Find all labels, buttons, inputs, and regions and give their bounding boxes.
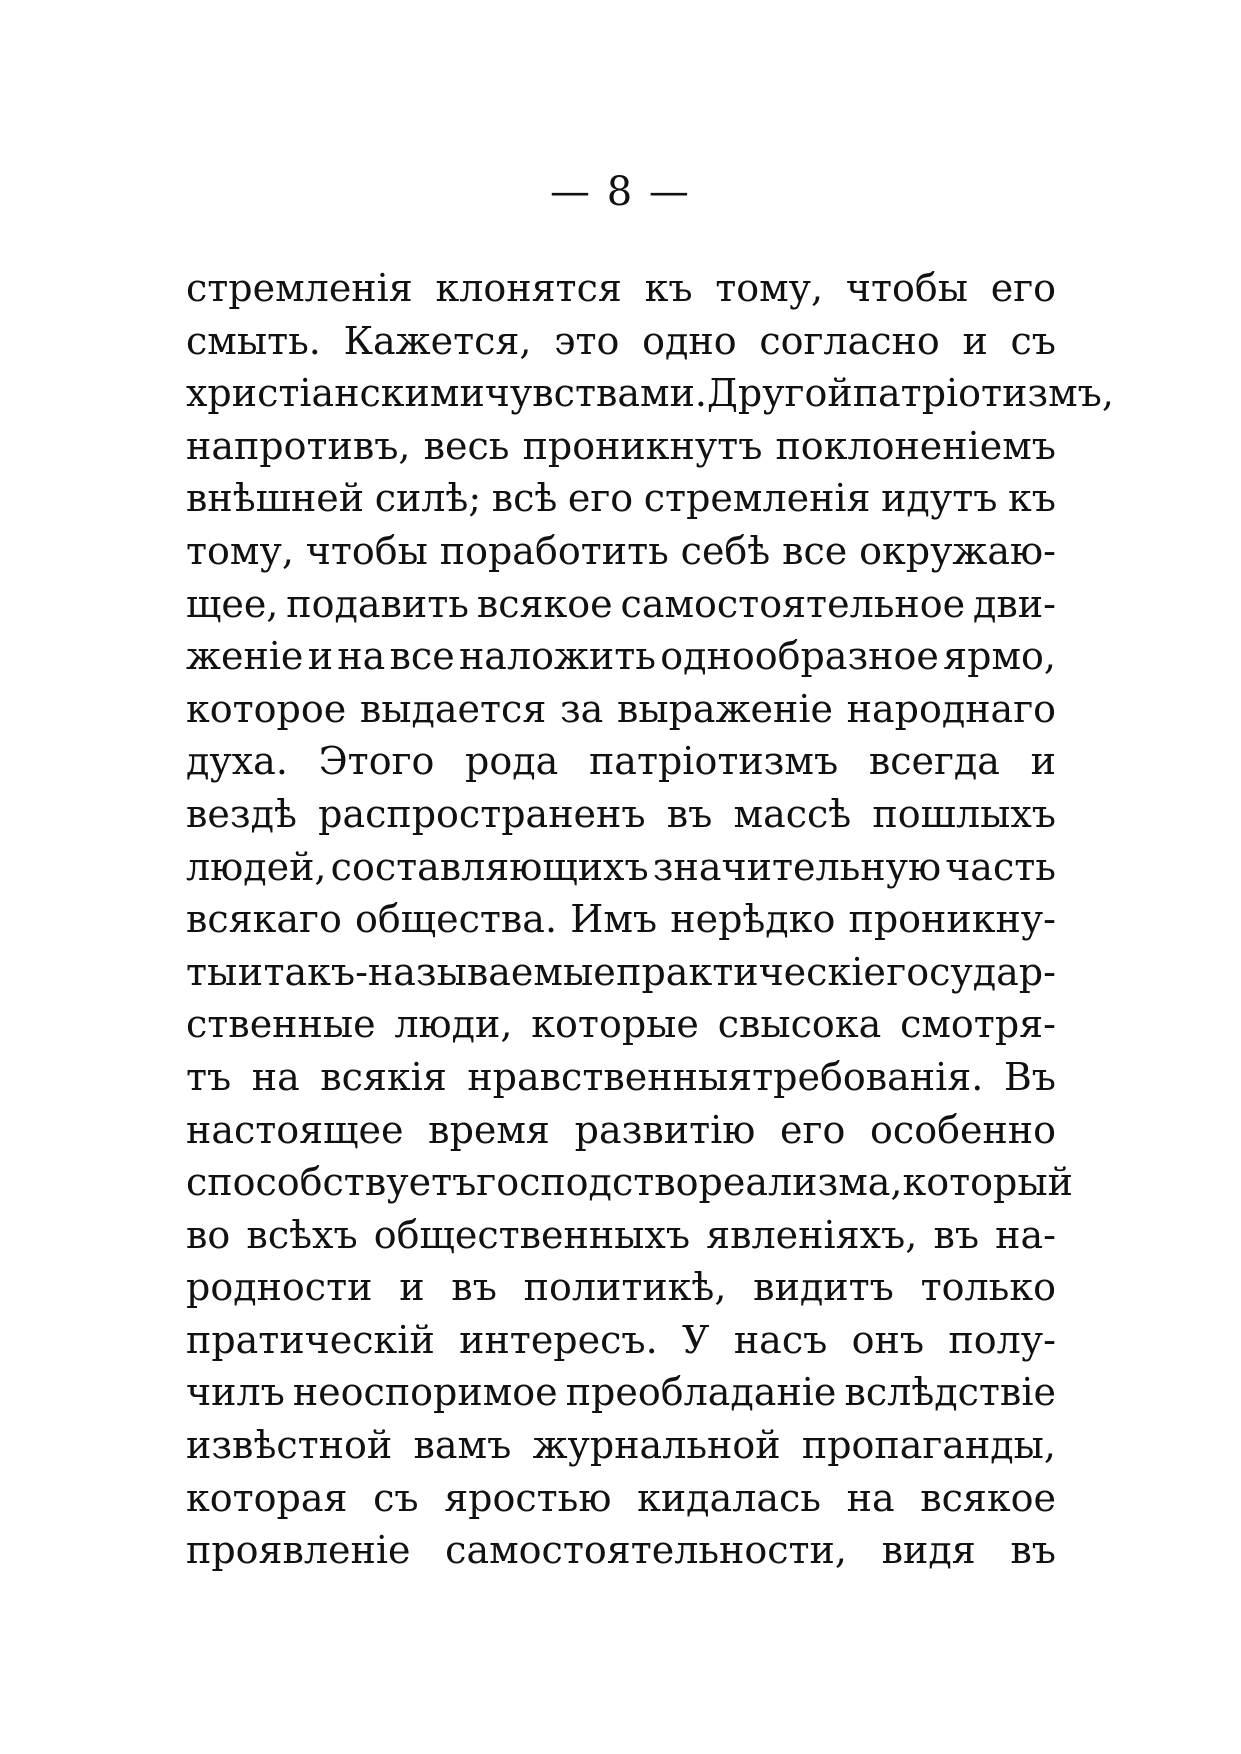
- text-line: [186, 1261, 1056, 1314]
- word: на-: [995, 1212, 1056, 1257]
- word: такъ-называемые: [263, 949, 616, 994]
- word: люди,: [394, 1002, 513, 1047]
- word: тому,: [186, 528, 294, 573]
- word: щее,: [186, 581, 279, 626]
- word: однообразное: [660, 634, 939, 679]
- word: видя: [881, 1528, 976, 1573]
- word: рода: [465, 739, 559, 784]
- word: интересъ.: [459, 1317, 658, 1362]
- word: чилъ: [186, 1370, 285, 1415]
- word: одно: [642, 318, 737, 363]
- word: насъ: [733, 1317, 828, 1362]
- word: родности: [186, 1265, 373, 1310]
- word: въ: [1010, 1528, 1056, 1573]
- word: за: [559, 686, 604, 731]
- word: людей,: [186, 844, 327, 889]
- word: вамъ: [413, 1423, 512, 1468]
- word: которые: [531, 1002, 699, 1047]
- word: къ: [1007, 476, 1056, 521]
- word: всякое: [476, 581, 613, 626]
- word: время: [428, 1107, 550, 1152]
- word: чтобы: [305, 528, 428, 573]
- word: христіанскими: [186, 371, 485, 416]
- word: наложить: [458, 634, 656, 679]
- text-line: [186, 367, 1114, 420]
- text-line: [186, 472, 1056, 525]
- text-line: [186, 315, 1056, 368]
- word: практическіе: [616, 949, 886, 994]
- word: подавить: [286, 581, 469, 626]
- word: его: [990, 266, 1056, 310]
- word: явленіяхъ,: [706, 1212, 918, 1257]
- word: политикѣ,: [523, 1265, 727, 1310]
- text-line: [186, 735, 1056, 788]
- word: и: [237, 949, 264, 994]
- word: У: [682, 1317, 710, 1362]
- word: на: [846, 1475, 895, 1520]
- word: пропаганды,: [801, 1423, 1056, 1468]
- word: съ: [373, 1475, 419, 1520]
- word: тъ: [186, 1054, 232, 1099]
- word: чтобы: [845, 266, 968, 310]
- text-line: [186, 788, 1056, 841]
- word: всѣ: [491, 476, 558, 521]
- word: ты: [186, 949, 238, 994]
- word: съ: [1010, 318, 1056, 363]
- word: и: [399, 1265, 425, 1310]
- word: извѣстной: [186, 1423, 393, 1468]
- text-line: [186, 420, 1056, 473]
- text-line: [186, 578, 1056, 631]
- word: согласно: [759, 318, 940, 363]
- word: ярмо,: [943, 634, 1056, 679]
- page-number: — 8 —: [550, 169, 691, 215]
- word: которая: [186, 1475, 348, 1520]
- word: государ-: [886, 949, 1056, 994]
- word: самостоятельности,: [445, 1528, 847, 1573]
- word: къ: [644, 266, 693, 310]
- word: это: [554, 318, 620, 363]
- word: Кажется,: [343, 318, 532, 363]
- word: стремленія: [186, 266, 413, 310]
- text-line: [186, 946, 1056, 999]
- word: смотря-: [900, 1002, 1056, 1047]
- word: женіе: [186, 634, 304, 679]
- word: всѣхъ: [246, 1212, 358, 1257]
- word: проявленіе: [186, 1528, 411, 1573]
- word: и: [1030, 739, 1056, 784]
- word: поработить: [439, 528, 669, 573]
- word: во: [186, 1212, 231, 1257]
- word: массѣ: [733, 791, 852, 836]
- word: проникнутъ: [522, 423, 763, 468]
- text-line: [186, 1524, 1056, 1577]
- word: напротивъ,: [186, 423, 411, 468]
- word: настоящее: [186, 1107, 404, 1152]
- text-line: [186, 262, 1056, 315]
- word: въ: [666, 791, 713, 836]
- word: самостоятельное: [620, 581, 966, 626]
- word: всякаго: [186, 897, 342, 942]
- word: общественныхъ: [373, 1212, 691, 1257]
- word: онъ: [851, 1317, 925, 1362]
- word: силѣ;: [374, 476, 482, 521]
- word: всегда: [868, 739, 1000, 784]
- word: тому,: [715, 266, 824, 310]
- word: полу-: [948, 1317, 1056, 1362]
- word: общества.: [355, 897, 558, 942]
- text-line: [186, 1472, 1056, 1525]
- text-line: [186, 998, 1056, 1051]
- body-text: [186, 262, 1114, 1577]
- word: всякія: [320, 1054, 447, 1099]
- word: въ: [933, 1212, 980, 1257]
- word: въ: [451, 1265, 497, 1310]
- word: Имъ: [570, 897, 658, 942]
- word: способствуетъ: [186, 1160, 477, 1205]
- word: окружаю-: [859, 528, 1056, 573]
- word: свысока: [717, 1002, 882, 1047]
- word: особенно: [870, 1107, 1056, 1152]
- word: стремленія: [643, 476, 871, 521]
- text-line: [186, 1209, 1056, 1262]
- text-line: [186, 1051, 1056, 1104]
- word: на: [337, 634, 386, 679]
- word: нерѣдко: [670, 897, 836, 942]
- word: клонятся: [435, 266, 622, 310]
- word: видитъ: [753, 1265, 894, 1310]
- word: господство: [476, 1160, 699, 1205]
- word: Въ: [1003, 1054, 1056, 1099]
- word: нравственныятребованія.: [467, 1054, 984, 1099]
- word: который: [902, 1160, 1073, 1205]
- word: часть: [945, 844, 1056, 889]
- word: идутъ: [881, 476, 998, 521]
- word: и: [307, 634, 334, 679]
- word: весь: [423, 423, 510, 468]
- text-line: [186, 841, 1056, 894]
- word: патріотизмъ,: [852, 371, 1114, 416]
- word: составляющихъ: [330, 844, 649, 889]
- word: всякое: [920, 1475, 1056, 1520]
- word: патріотизмъ: [588, 739, 839, 784]
- word: и: [962, 318, 988, 363]
- word: вслѣдствіе: [844, 1370, 1056, 1415]
- word: Другой: [706, 371, 853, 416]
- text-line: [186, 1104, 1056, 1157]
- text-line: [186, 630, 1056, 683]
- word: ственные: [186, 1002, 376, 1047]
- text-line: [186, 1156, 1073, 1209]
- word: дви-: [972, 581, 1056, 626]
- word: развитію: [574, 1107, 756, 1152]
- word: все: [782, 528, 848, 573]
- text-line: [186, 1419, 1056, 1472]
- word: поклоненіемъ: [775, 423, 1056, 468]
- word: его: [780, 1107, 846, 1152]
- word: духа.: [186, 739, 288, 784]
- word: пошлыхъ: [872, 791, 1056, 836]
- word: которое: [186, 686, 347, 731]
- text-line: [186, 683, 1056, 736]
- word: его: [567, 476, 634, 521]
- word: преобладаніе: [565, 1370, 837, 1415]
- word: выдается: [359, 686, 547, 731]
- text-line: [186, 525, 1056, 578]
- word: вездѣ: [186, 791, 297, 836]
- word: пратическій: [186, 1317, 435, 1362]
- word: реализма,: [698, 1160, 903, 1205]
- word: яростью: [444, 1475, 612, 1520]
- word: Этого: [318, 739, 435, 784]
- word: значительную: [652, 844, 942, 889]
- word: на: [251, 1054, 300, 1099]
- word: выраженіе: [616, 686, 834, 731]
- word: смыть.: [186, 318, 321, 363]
- word: журнальной: [532, 1423, 781, 1468]
- word: себѣ: [680, 528, 771, 573]
- word: распространенъ: [318, 791, 646, 836]
- text-line: [186, 1314, 1056, 1367]
- word: чувствами.: [484, 371, 707, 416]
- word: только: [920, 1265, 1056, 1310]
- text-line: [186, 1366, 1056, 1419]
- word: внѣшней: [186, 476, 365, 521]
- word: неоспоримое: [292, 1370, 558, 1415]
- word: кидалась: [637, 1475, 821, 1520]
- word: все: [389, 634, 455, 679]
- word: проникну-: [848, 897, 1056, 942]
- word: народнаго: [846, 686, 1056, 731]
- text-line: [186, 893, 1056, 946]
